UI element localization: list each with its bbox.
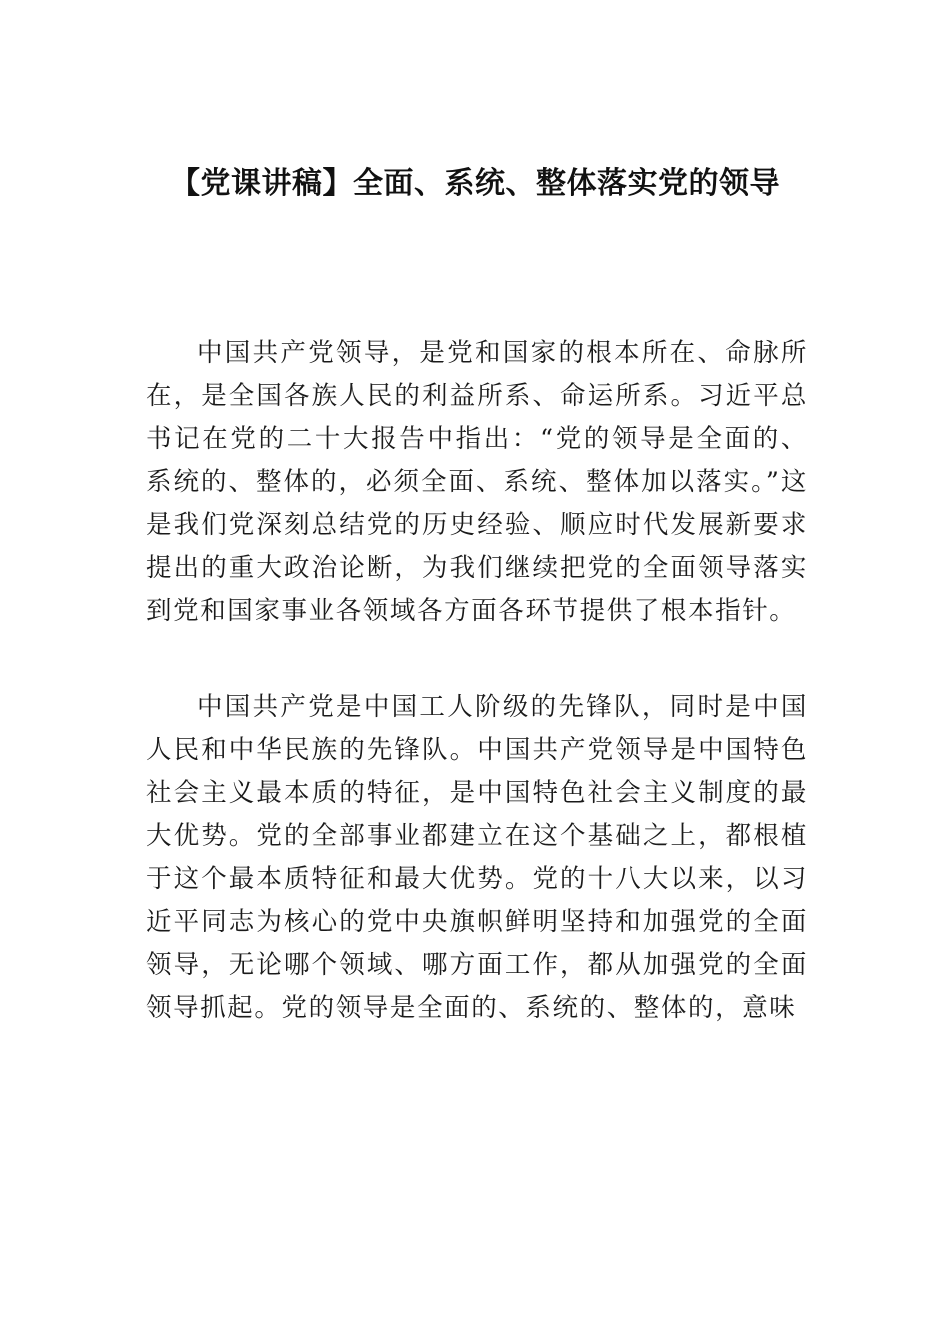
body-paragraph-1: 中国共产党领导，是党和国家的根本所在、命脉所在，是全国各族人民的利益所系、命运所系。习近平总书记在党的二十大报告中指出：“党的领导是全面的、系统的、整体的，必须全面、系统、整体加以落实。”这是我们党深刻总结党的历史经验、顺应时代发展新要求提出的重大政治论断，为我们继续把党的全面领导落实到党和国家事业各领域各方面各环节提供了根本指针。 — [146, 338, 808, 626]
body-paragraph-2: 中国共产党是中国工人阶级的先锋队，同时是中国人民和中华民族的先锋队。中国共产党领导是中国特色社会主义最本质的特征，是中国特色社会主义制度的最大优势。党的全部事业都建立在这个基础之上，都根植于这个最本质特征和最大优势。党的十八大以来，以习近平同志为核心的党中央旗帜鲜明坚持和加强党的全面领导，无论哪个领域、哪方面工作，都从加强党的全面领导抓起。党的领导是全面的、系统的、整体的，意味 — [146, 692, 808, 1023]
document-title: 【党课讲稿】全面、系统、整体落实党的领导 — [170, 166, 780, 201]
